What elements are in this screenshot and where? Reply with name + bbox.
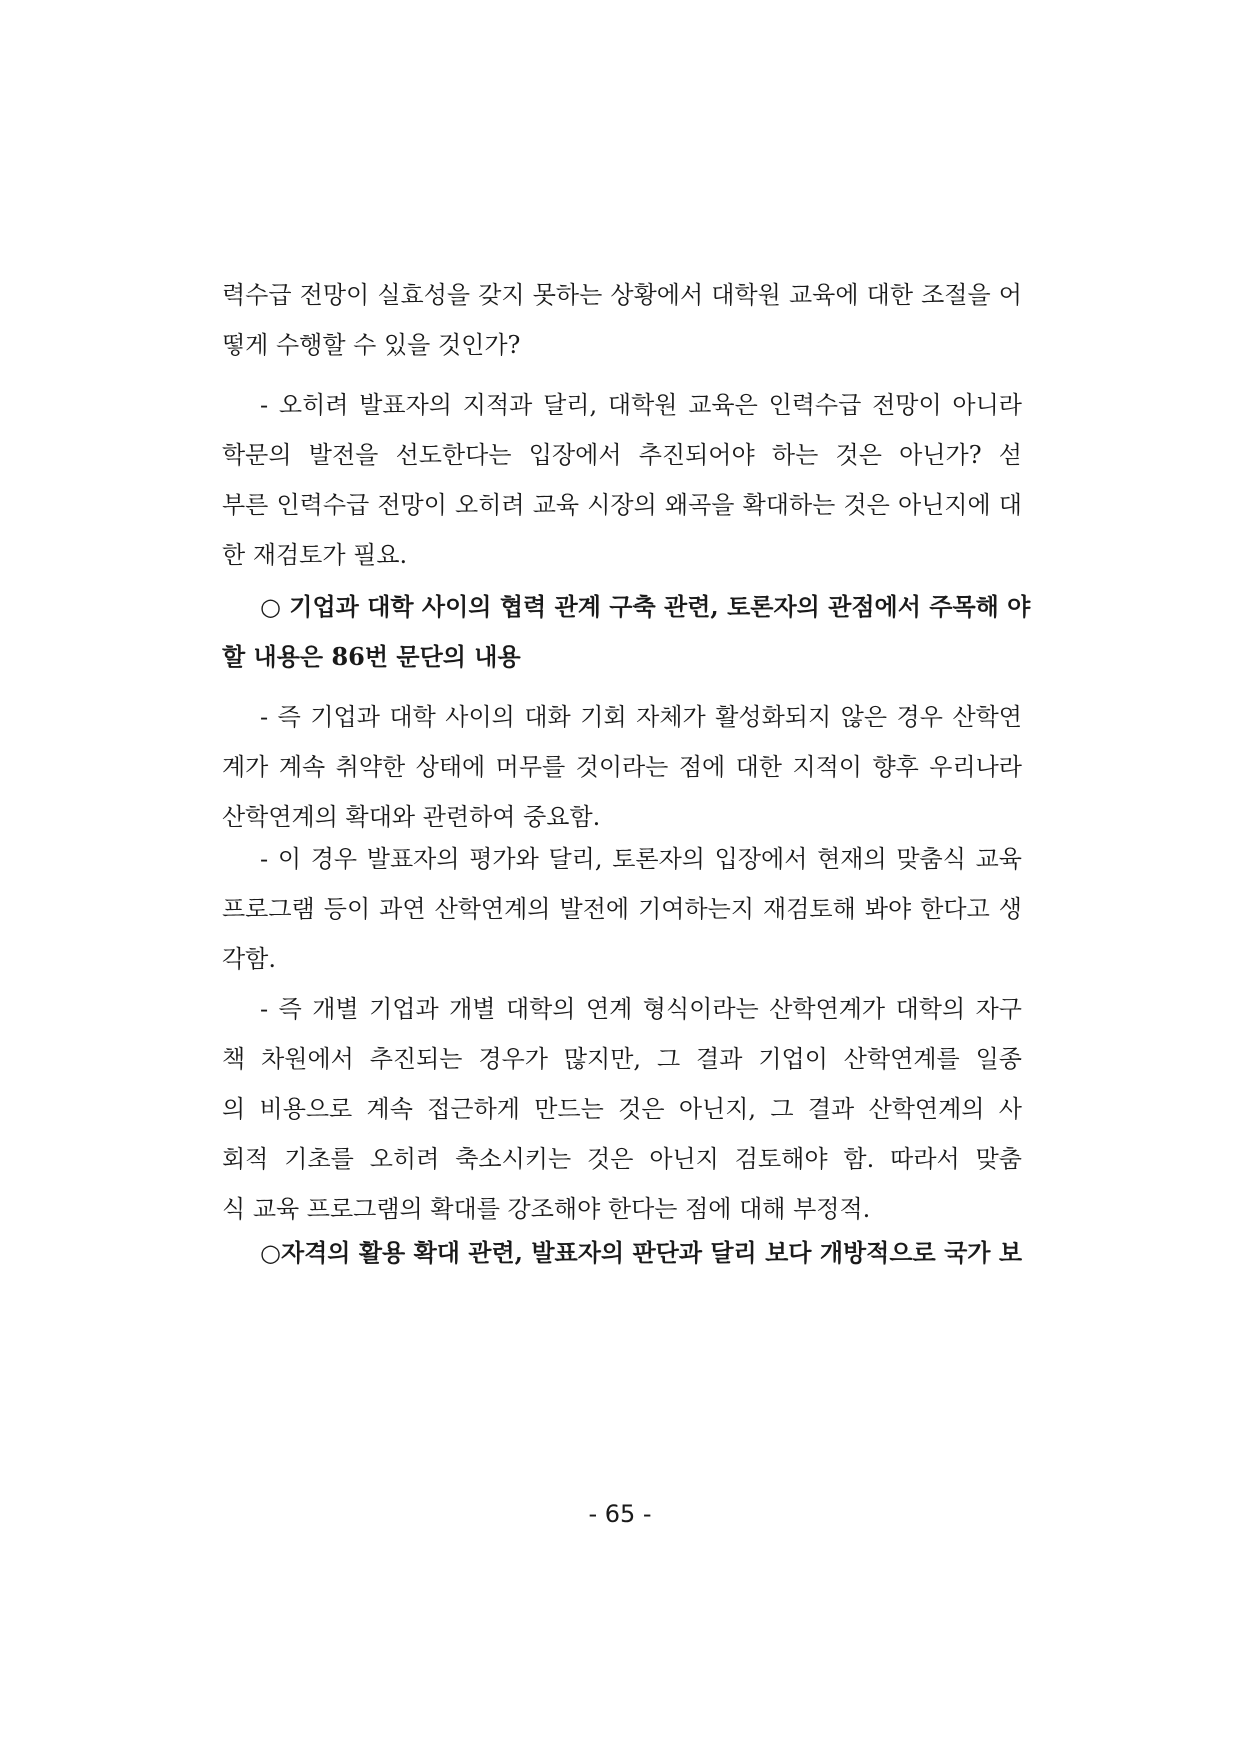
text-line: 각함. xyxy=(222,945,276,973)
text-line: 의 비용으로 계속 접근하게 만드는 것은 아닌지, 그 결과 산학연계의 사 xyxy=(222,1095,1022,1123)
text-line: 력수급 전망이 실효성을 갖지 못하는 상황에서 대학원 교육에 대한 조절을 어 xyxy=(222,281,1022,309)
text-line: 산학연계의 확대와 관련하여 중요함. xyxy=(222,803,601,831)
text-line: - 오히려 발표자의 지적과 달리, 대학원 교육은 인력수급 전망이 아니라 xyxy=(260,391,1022,419)
text-line: 회적 기초를 오히려 축소시키는 것은 아닌지 검토해야 함. 따라서 맞춤 xyxy=(222,1145,1022,1173)
text-line: 책 차원에서 추진되는 경우가 많지만, 그 결과 기업이 산학연계를 일종 xyxy=(222,1045,1022,1073)
paragraph-graduate-education xyxy=(222,380,1022,580)
text-line: - 즉 기업과 대학 사이의 대화 기회 자체가 활성화되지 않은 경우 산학연 xyxy=(260,703,1022,731)
page-number: - 65 - xyxy=(588,1500,652,1528)
section-heading-qualifications xyxy=(222,1228,1022,1278)
text-line: 식 교육 프로그램의 확대를 강조해야 한다는 점에 대해 부정적. xyxy=(222,1195,871,1223)
paragraph-customized-education xyxy=(222,834,1022,984)
text-line: 학문의 발전을 선도한다는 입장에서 추진되어야 하는 것은 아닌가? 섣 xyxy=(222,441,1022,469)
paragraph-dialogue-opportunity xyxy=(222,692,1022,842)
text-line: - 이 경우 발표자의 평가와 달리, 토론자의 입장에서 현재의 맞춤식 교육 xyxy=(260,845,1022,873)
heading-line: ○자격의 활용 확대 관련, 발표자의 판단과 달리 보다 개방적으로 국가 보 xyxy=(260,1238,1023,1267)
text-line: 떻게 수행할 수 있을 것인가? xyxy=(222,331,521,359)
paragraph-manpower-forecast xyxy=(222,270,1022,370)
text-line: 프로그램 등이 과연 산학연계의 발전에 기여하는지 재검토해 봐야 한다고 생 xyxy=(222,895,1022,923)
text-line: - 즉 개별 기업과 개별 대학의 연계 형식이라는 산학연계가 대학의 자구 xyxy=(260,995,1022,1023)
text-line: 부른 인력수급 전망이 오히려 교육 시장의 왜곡을 확대하는 것은 아닌지에 대 xyxy=(222,491,1022,519)
paragraph-individual-linkage xyxy=(222,984,1022,1234)
text-line: 계가 계속 취약한 상태에 머무를 것이라는 점에 대한 지적이 향후 우리나라 xyxy=(222,753,1022,781)
section-heading-industry-university xyxy=(222,582,1031,682)
heading-line: 할 내용은 86번 문단의 내용 xyxy=(222,642,521,671)
text-line: 한 재검토가 필요. xyxy=(222,541,408,569)
heading-line: ○ 기업과 대학 사이의 협력 관계 구축 관련, 토론자의 관점에서 주목해 야 xyxy=(260,592,1031,621)
